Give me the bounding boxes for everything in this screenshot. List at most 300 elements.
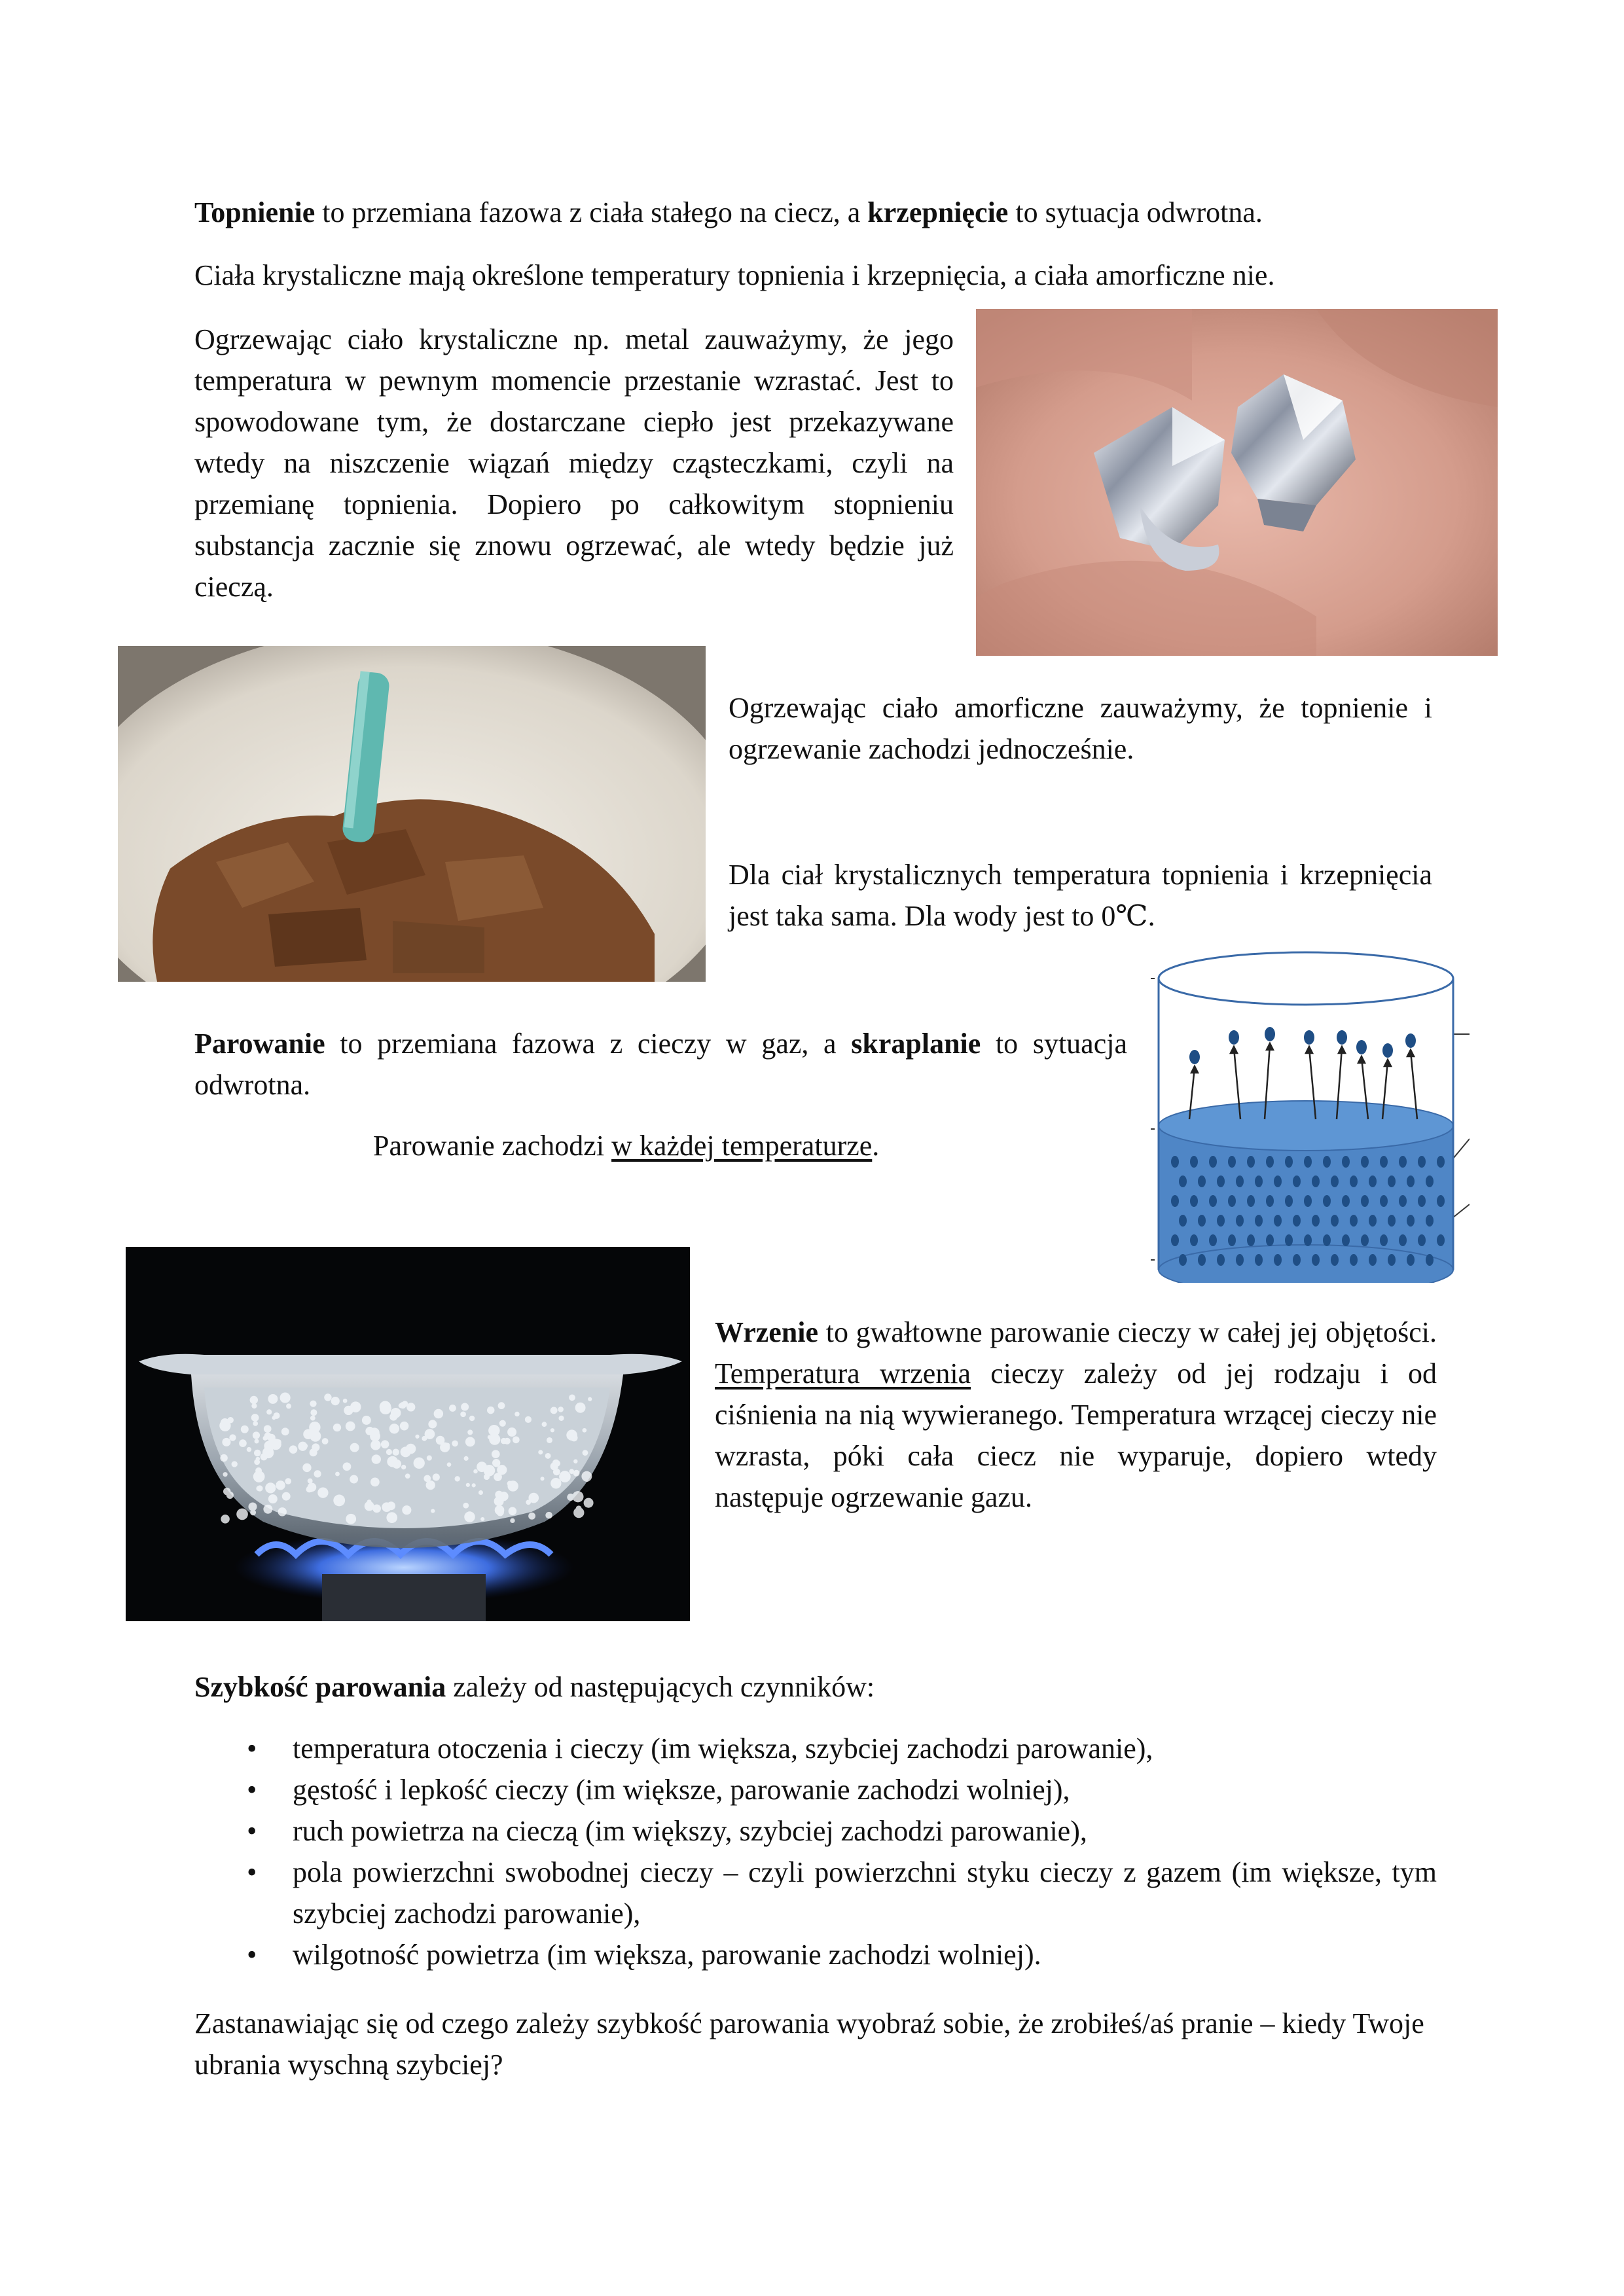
bubble <box>572 1491 583 1502</box>
bubble <box>499 1420 506 1427</box>
term-skraplanie: skraplanie <box>851 1028 981 1060</box>
bubble <box>467 1429 473 1435</box>
molecule-dot <box>1388 1175 1396 1187</box>
bubble <box>507 1427 516 1437</box>
bubble <box>251 1403 257 1408</box>
molecule-dot <box>1437 1195 1445 1207</box>
bubble <box>317 1488 328 1498</box>
molecule-dot <box>1293 1215 1301 1227</box>
molecule-dot <box>1312 1215 1320 1227</box>
bubble <box>433 1473 440 1480</box>
bubble <box>310 1401 316 1407</box>
bubble <box>255 1439 259 1444</box>
arrow-head <box>1231 1047 1237 1053</box>
molecule-dot <box>1350 1175 1358 1187</box>
bubble <box>547 1437 552 1443</box>
bubble <box>550 1407 558 1414</box>
bubble <box>583 1450 588 1456</box>
bubble <box>550 1428 554 1432</box>
underlined-boiling-temperature: Temperatura wrzenia <box>715 1357 971 1390</box>
bubble <box>266 1409 272 1414</box>
bubble <box>312 1443 319 1451</box>
bubble <box>528 1493 539 1503</box>
molecule-dot <box>1236 1215 1244 1227</box>
molecule-dot <box>1247 1156 1255 1168</box>
molecule-dot <box>1399 1195 1407 1207</box>
bubble <box>308 1482 317 1492</box>
molecule-dot <box>1331 1215 1339 1227</box>
evaporation-factors-list <box>194 1728 1437 1975</box>
bubble <box>285 1478 291 1484</box>
bubble <box>261 1453 268 1460</box>
molecule-dot <box>1171 1234 1179 1246</box>
arrow-head <box>1384 1060 1391 1066</box>
bubble <box>346 1514 356 1524</box>
bubble <box>498 1402 505 1409</box>
bubble <box>414 1458 425 1469</box>
bubble <box>499 1492 508 1501</box>
bubble <box>492 1450 500 1458</box>
escaping-molecule <box>1405 1033 1416 1048</box>
bubble <box>510 1518 514 1523</box>
boiling-paragraph: Wrzenie to gwałtowne parowanie cieczy w całej jej objętości. Temperatura wrzenia cieczy zależy od jej rodzaju i od ciśnienia na nią wywieranego. Temperatura wrzącej cieczy nie wzrasta, póki cała ciecz nie wyparuje, dopiero wtedy następuje ogrzewanie gazu. <box>715 1316 1437 1513</box>
molecule-dot <box>1171 1195 1179 1207</box>
bubble <box>415 1435 419 1439</box>
bubble <box>280 1393 291 1403</box>
molecule-dot <box>1323 1156 1331 1168</box>
bubble <box>389 1424 399 1433</box>
molecule-dot <box>1198 1254 1206 1266</box>
bullet: • <box>247 1856 257 1888</box>
escaping-molecule <box>1189 1050 1200 1064</box>
bubble <box>253 1431 260 1439</box>
bubble <box>425 1429 435 1439</box>
arrow-head <box>1191 1066 1198 1073</box>
molecule-dot <box>1342 1156 1350 1168</box>
list-item: • temperatura otoczenia i cieczy (im większa, szybciej zachodzi parowanie), <box>194 1728 1437 1769</box>
bubble <box>576 1505 582 1511</box>
bubble <box>538 1450 543 1454</box>
bubble <box>392 1460 401 1469</box>
bubble <box>513 1436 520 1443</box>
term-wrzenie: Wrzenie <box>715 1316 819 1348</box>
bubble <box>220 1454 228 1462</box>
bubble <box>289 1445 298 1454</box>
bubble <box>390 1503 395 1507</box>
bubble <box>324 1393 331 1401</box>
bubble <box>265 1482 276 1493</box>
bubble <box>278 1507 286 1516</box>
bubble <box>550 1478 561 1488</box>
bubble <box>248 1502 257 1511</box>
molecule-dot <box>1217 1254 1225 1266</box>
bubble <box>239 1439 247 1447</box>
bubble <box>569 1394 575 1401</box>
bubble <box>257 1485 262 1491</box>
evaporation-rate-heading: Szybkość parowania zależy od następujących czynników: <box>194 1671 875 1703</box>
bubble <box>463 1503 469 1509</box>
bubble <box>263 1505 272 1514</box>
list-item: • pola powierzchni swobodnej cieczy – czyli powierzchni styku cieczy z gazem (im większe, tym szybciej zachodzi parowanie), <box>194 1852 1437 1934</box>
molecule-dot <box>1247 1195 1255 1207</box>
bubble <box>447 1462 452 1467</box>
bubble <box>427 1456 432 1461</box>
bubble <box>575 1403 586 1413</box>
molecule-dot <box>1418 1234 1426 1246</box>
bubble <box>464 1511 475 1522</box>
bubble <box>573 1460 577 1463</box>
bubble <box>365 1501 374 1511</box>
bubble <box>461 1403 469 1411</box>
bubble <box>370 1440 380 1450</box>
bubble <box>380 1401 391 1412</box>
molecule-dot <box>1266 1234 1274 1246</box>
bubble <box>365 1427 374 1435</box>
bubble <box>350 1475 358 1484</box>
bubble <box>221 1515 229 1523</box>
molecule-dot <box>1407 1215 1415 1227</box>
bullet: • <box>247 1774 257 1806</box>
molecule-dot <box>1304 1195 1312 1207</box>
bubble <box>473 1469 478 1474</box>
arrow-head <box>1358 1056 1365 1063</box>
bubble <box>282 1492 291 1501</box>
molecule-dot <box>1426 1175 1434 1187</box>
molecule-dot <box>1179 1254 1187 1266</box>
bubble <box>583 1428 587 1433</box>
molecule-dot <box>1380 1234 1388 1246</box>
bubble <box>372 1454 381 1463</box>
bubble <box>464 1456 469 1461</box>
bullet: • <box>247 1939 257 1971</box>
bubble <box>310 1409 317 1416</box>
bubble <box>226 1492 234 1499</box>
molecule-dot <box>1331 1254 1339 1266</box>
molecule-dot <box>1198 1215 1206 1227</box>
evaporation-diagram <box>1146 942 1470 1283</box>
molecule-dot <box>1274 1175 1282 1187</box>
bubble <box>254 1450 261 1457</box>
closing-question: Zastanawiając się od czego zależy szybkość parowania wyobraź sobie, że zrobiłeś/aś pranie – kiedy Twoje ubrania wyschną szybciej? <box>194 2007 1424 2081</box>
bubble <box>331 1397 340 1405</box>
bubble <box>472 1483 476 1487</box>
list-item: • gęstość i lepkość cieczy (im większe, parowanie zachodzi wolniej), <box>194 1769 1437 1810</box>
bubble <box>588 1397 592 1401</box>
molecule-dot <box>1266 1195 1274 1207</box>
bubble <box>223 1472 227 1477</box>
molecule-dot <box>1285 1195 1293 1207</box>
bubble <box>469 1416 475 1421</box>
bubble <box>256 1457 260 1461</box>
bubble <box>314 1470 321 1477</box>
molecule-dot <box>1437 1156 1445 1168</box>
bubble <box>477 1462 487 1472</box>
molecule-dot <box>1217 1215 1225 1227</box>
molecule-dot <box>1418 1156 1426 1168</box>
melting-chocolate-photo <box>118 646 706 982</box>
molecule-dot <box>1418 1195 1426 1207</box>
molecule-dot <box>1350 1215 1358 1227</box>
molecule-dot <box>1247 1234 1255 1246</box>
bubble <box>466 1483 470 1487</box>
molecule-dot <box>1209 1156 1217 1168</box>
bubble <box>232 1461 238 1467</box>
escaping-molecule <box>1382 1043 1393 1058</box>
molecule-dot <box>1331 1175 1339 1187</box>
term-parowanie: Parowanie <box>194 1028 325 1060</box>
bubble <box>402 1505 411 1515</box>
bubble <box>480 1517 484 1521</box>
molecule-dot <box>1361 1234 1369 1246</box>
molecule-dot <box>1236 1254 1244 1266</box>
molecule-dot <box>1426 1254 1434 1266</box>
molecule-dot <box>1293 1175 1301 1187</box>
bubble <box>343 1462 352 1471</box>
molecule-dot <box>1209 1234 1217 1246</box>
underlined-any-temperature: w każdej temperaturze <box>611 1130 873 1162</box>
arrow-head <box>1306 1047 1312 1053</box>
bubble <box>399 1403 403 1408</box>
bubble <box>241 1426 249 1433</box>
molecule-dot <box>1190 1195 1198 1207</box>
bubble <box>386 1449 392 1455</box>
molecule-dot <box>1342 1195 1350 1207</box>
molecule-dot <box>1255 1215 1263 1227</box>
bubble <box>286 1403 291 1408</box>
molecule-dot <box>1304 1234 1312 1246</box>
bubble <box>434 1409 444 1419</box>
molecule-dot <box>1380 1156 1388 1168</box>
bubble <box>436 1436 445 1445</box>
molecule-dot <box>1266 1156 1274 1168</box>
bubble <box>559 1471 571 1482</box>
molecule-dot <box>1198 1175 1206 1187</box>
bubble <box>382 1502 391 1512</box>
term-krzepniecie: krzepnięcie <box>867 196 1009 228</box>
molecule-dot <box>1437 1234 1445 1246</box>
melting-intro: Topnienie to przemiana fazowa z ciała stałego na ciecz, a krzepnięcie to sytuacja odwrotna. <box>194 196 1263 228</box>
bubble <box>346 1422 355 1431</box>
bubble <box>251 1414 259 1422</box>
bubble <box>465 1437 475 1446</box>
melting-metal-photo <box>976 309 1498 656</box>
bubble <box>406 1444 416 1454</box>
bubble <box>428 1420 437 1428</box>
bubble <box>405 1473 410 1479</box>
bubble <box>250 1510 256 1516</box>
molecule-dot <box>1285 1234 1293 1246</box>
bubble <box>310 1416 316 1421</box>
molecule-dot <box>1369 1254 1377 1266</box>
bubble <box>333 1495 345 1507</box>
bubble <box>381 1440 389 1448</box>
bubble <box>489 1434 500 1445</box>
bubble <box>406 1403 415 1411</box>
molecule-dot <box>1285 1156 1293 1168</box>
bubble <box>550 1462 558 1470</box>
bubble <box>449 1405 456 1412</box>
arrow-head <box>1339 1047 1345 1053</box>
bubble <box>344 1406 353 1415</box>
molecule-dot <box>1228 1156 1236 1168</box>
water-surface <box>1159 1101 1453 1151</box>
escaping-molecule <box>1229 1030 1239 1045</box>
bubble <box>268 1394 278 1404</box>
escaping-molecule <box>1356 1040 1367 1054</box>
molecule-dot <box>1323 1234 1331 1246</box>
molecule-dot <box>1399 1156 1407 1168</box>
bubble <box>495 1505 505 1515</box>
bubble <box>236 1509 248 1520</box>
bubble <box>335 1472 340 1477</box>
bubble <box>542 1422 547 1427</box>
molecule-dot <box>1255 1254 1263 1266</box>
molecule-dot <box>1361 1195 1369 1207</box>
bubble <box>302 1463 311 1472</box>
molecule-dot <box>1190 1234 1198 1246</box>
evaporation-definition: Parowanie to przemiana fazowa z cieczy w gaz, a skraplanie to sytuacja odwrotna. <box>194 1028 1127 1101</box>
bubble <box>460 1411 466 1417</box>
crystalline-amorphous-line: Ciała krystaliczne mają określone temperatury topnienia i krzepnięcia, a ciała amorficzne nie. <box>194 259 1275 291</box>
bubble <box>268 1494 278 1503</box>
crystalline-temperature-paragraph: Dla ciał krystalicznych temperatura topnienia i krzepnięcia jest taka sama. Dla wody jest to 0℃. <box>729 859 1432 932</box>
evaporation-any-temperature: Parowanie zachodzi w każdej temperaturze. <box>373 1130 880 1162</box>
molecule-dot <box>1407 1175 1415 1187</box>
escaping-molecule <box>1304 1030 1314 1045</box>
bubble <box>426 1480 435 1490</box>
bubble <box>247 1447 251 1452</box>
molecule-dot <box>1304 1156 1312 1168</box>
arrow-head <box>1407 1050 1414 1056</box>
bubble <box>308 1479 313 1484</box>
arrow-head <box>1267 1043 1273 1050</box>
bubble <box>507 1480 518 1491</box>
molecule-dot <box>1369 1215 1377 1227</box>
bubble <box>545 1453 551 1459</box>
molecule-dot <box>1323 1195 1331 1207</box>
bullet: • <box>247 1815 257 1847</box>
bubble <box>333 1424 341 1431</box>
bubble <box>350 1443 359 1452</box>
bubble <box>362 1416 371 1425</box>
molecule-dot <box>1369 1175 1377 1187</box>
molecule-dot <box>1426 1215 1434 1227</box>
molecule-dot <box>1171 1156 1179 1168</box>
amorphous-heating-paragraph: Ogrzewając ciało amorficzne zauważymy, że topnienie i ogrzewanie zachodzi jednocześnie. <box>729 692 1432 765</box>
bubble <box>386 1512 397 1523</box>
bubble <box>569 1469 575 1474</box>
molecule-dot <box>1312 1175 1320 1187</box>
bubble <box>392 1448 399 1456</box>
bubble <box>514 1412 519 1416</box>
bubble <box>487 1407 494 1414</box>
bubble <box>509 1507 517 1516</box>
bubble <box>276 1480 285 1490</box>
molecule-dot <box>1274 1215 1282 1227</box>
molecule-dot <box>1293 1254 1301 1266</box>
boiling-water-photo <box>126 1247 690 1621</box>
bubble <box>452 1441 458 1447</box>
bubble <box>558 1416 564 1421</box>
molecule-dot <box>1255 1175 1263 1187</box>
bubble <box>222 1438 230 1446</box>
bubble <box>310 1431 321 1442</box>
molecule-dot <box>1388 1215 1396 1227</box>
bubble <box>540 1477 544 1480</box>
molecule-dot <box>1342 1234 1350 1246</box>
bullet: • <box>247 1732 257 1765</box>
bubble <box>253 1471 265 1482</box>
bubble <box>455 1476 460 1481</box>
bubble <box>322 1438 329 1444</box>
molecule-dot <box>1228 1195 1236 1207</box>
molecule-dot <box>1361 1156 1369 1168</box>
bubble <box>478 1490 483 1495</box>
molecule-dot <box>1217 1175 1225 1187</box>
bubble <box>545 1512 552 1519</box>
bubble <box>558 1407 564 1412</box>
molecule-dot <box>1350 1254 1358 1266</box>
molecule-dot <box>1399 1234 1407 1246</box>
molecule-dot <box>1312 1254 1320 1266</box>
bubble <box>253 1421 258 1426</box>
bubble <box>264 1425 272 1433</box>
beaker-rim <box>1159 952 1453 1005</box>
term-topnienie: Topnienie <box>194 196 316 228</box>
bubble <box>281 1427 289 1435</box>
bubble <box>431 1509 435 1513</box>
crystalline-heating-paragraph: Ogrzewając ciało krystaliczne np. metal zauważymy, że jego temperatura w pewnym momencie przestanie wzrastać. Jest to spowodowane tym, że dostarczane ciepło jest przekazywane wtedy na niszczenie wiązań między cząsteczkami, czyli na przemianę topnienia. Dopiero po całkowitym stopnieniu substancja zacznie się znowu ogrzewać, ale wtedy będzie już cieczą. <box>194 323 954 603</box>
bubble <box>343 1399 348 1403</box>
bubble <box>276 1439 281 1445</box>
bubble <box>497 1465 507 1475</box>
molecule-dot <box>1380 1195 1388 1207</box>
escaping-molecule <box>1265 1027 1275 1041</box>
list-item: • ruch powietrza na cieczą (im większy, szybciej zachodzi parowanie), <box>194 1810 1437 1852</box>
molecule-dot <box>1388 1254 1396 1266</box>
bubble <box>445 1443 450 1447</box>
molecule-dot <box>1190 1156 1198 1168</box>
bubble <box>528 1513 535 1520</box>
bubble <box>488 1435 492 1439</box>
bubble <box>566 1429 577 1441</box>
list-item: • wilgotność powietrza (im większa, parowanie zachodzi wolniej). <box>194 1934 1437 1975</box>
bubble <box>501 1438 507 1444</box>
bubble <box>525 1416 532 1423</box>
bubble <box>585 1477 590 1482</box>
bubble <box>229 1434 236 1441</box>
molecule-dot <box>1236 1175 1244 1187</box>
bubble <box>370 1477 380 1486</box>
molecule-dot <box>1274 1254 1282 1266</box>
bubble <box>219 1420 230 1431</box>
molecule-dot <box>1228 1234 1236 1246</box>
escaping-molecule <box>1337 1030 1347 1045</box>
bubble <box>389 1413 397 1421</box>
bubble <box>584 1498 594 1508</box>
bubble <box>274 1412 280 1419</box>
molecule-dot <box>1209 1195 1217 1207</box>
bubble <box>250 1396 258 1404</box>
bubble <box>400 1422 409 1431</box>
bubble <box>264 1432 272 1439</box>
term-szybkosc-parowania: Szybkość parowania <box>194 1671 446 1703</box>
bubble <box>401 1465 406 1469</box>
molecule-dot <box>1179 1175 1187 1187</box>
molecule-dot <box>1407 1254 1415 1266</box>
bubble <box>304 1444 308 1448</box>
molecule-dot <box>1179 1215 1187 1227</box>
